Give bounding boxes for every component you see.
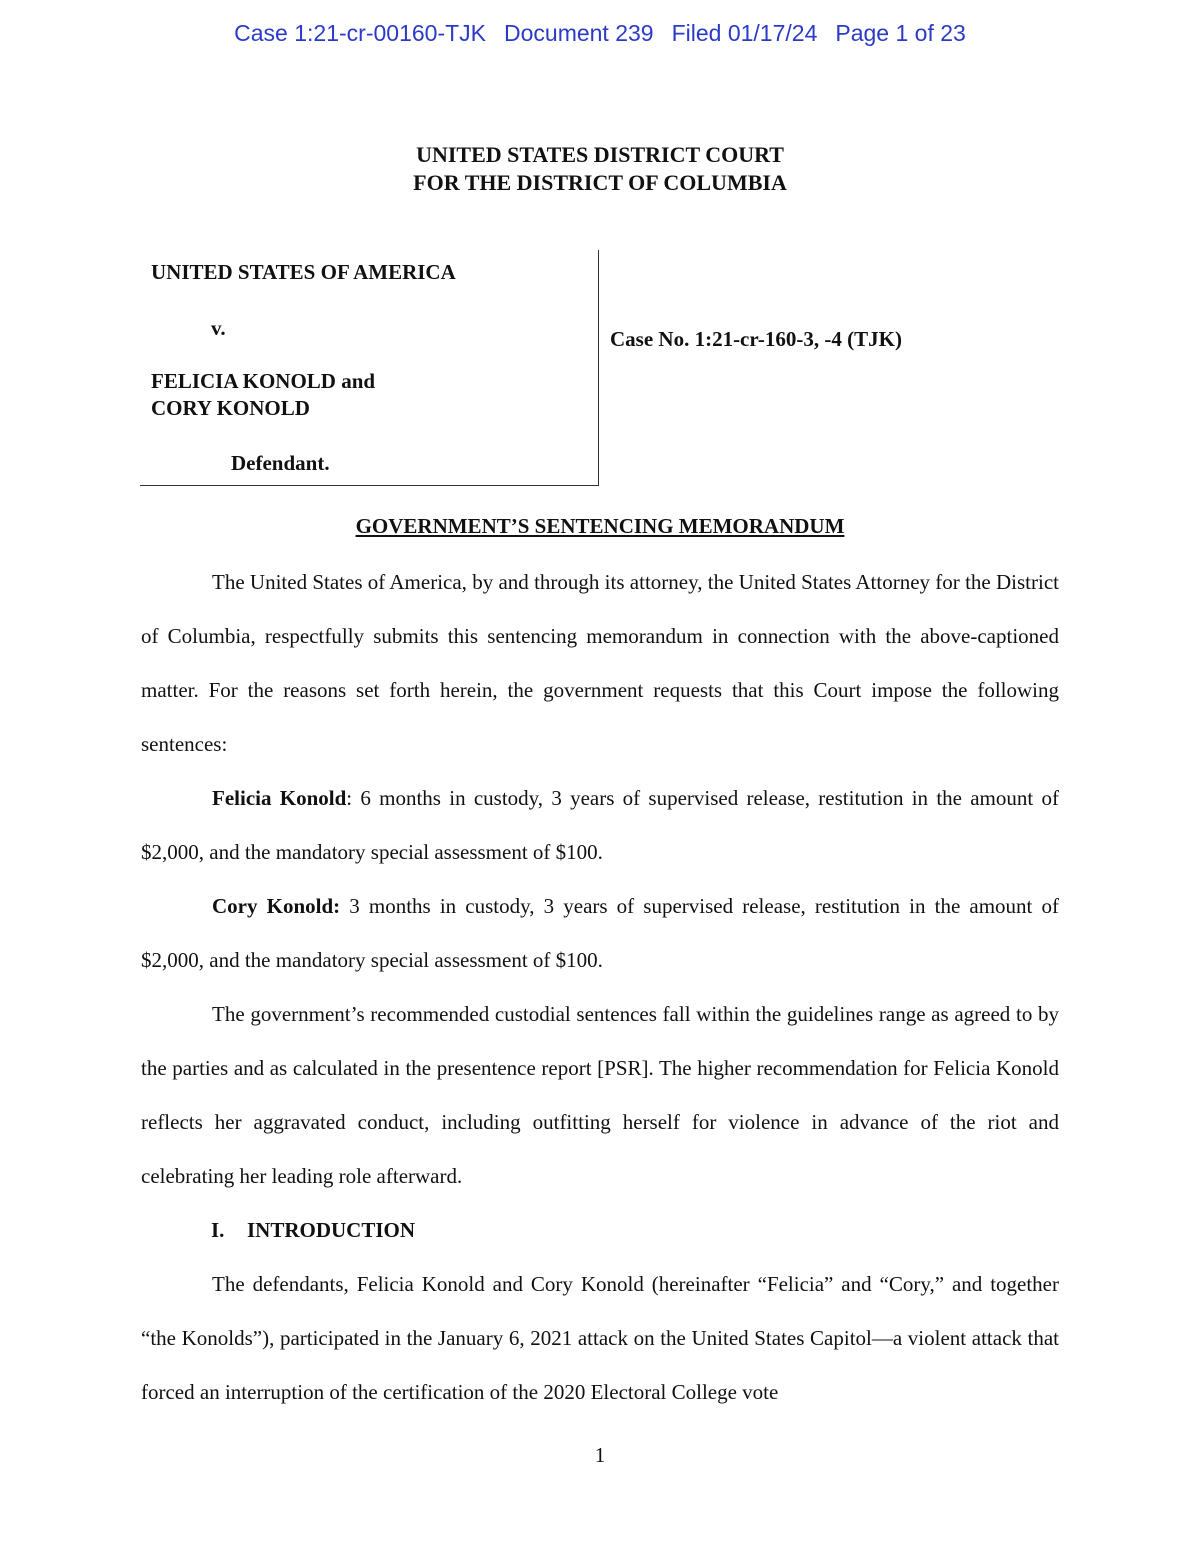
header-document-number: Document 239 [504, 20, 654, 46]
header-filed-date: Filed 01/17/24 [671, 20, 818, 46]
section-heading-introduction [141, 1203, 1059, 1257]
introduction-paragraph: The defendants, Felicia Konold and Cory Konold (hereinafter “Felicia” and “Cory,” and together “the Konolds”), participated in the January 6, 2021 attack on the United States Capitol—a violent attack that forced an interruption of the certification of the 2020 Electoral College vote [141, 1272, 1059, 1404]
felicia-sentence-text: : 6 months in custody, 3 years of supervised release, restitution in the amount of $2,000, and the mandatory special assessment of $100. [141, 786, 1059, 864]
page-number: 1 [594, 1443, 606, 1467]
felicia-sentence-paragraph [141, 771, 1059, 879]
defendant-role-label: Defendant. [231, 451, 330, 475]
court-name [0, 141, 1200, 197]
felicia-name: Felicia Konold [212, 786, 347, 810]
cory-sentence-paragraph [141, 879, 1059, 987]
defendant-name-line-2: CORY KONOLD [151, 396, 310, 420]
court-name-line-2: FOR THE DISTRICT OF COLUMBIA [413, 170, 787, 195]
section-number: I. [211, 1218, 225, 1242]
defendant-name-line-1: FELICIA KONOLD and [151, 369, 376, 393]
case-caption-box [140, 250, 599, 486]
document-title [0, 514, 1200, 539]
header-page-count: Page 1 of 23 [835, 20, 966, 46]
document-title-text: GOVERNMENT’S SENTENCING MEMORANDUM [355, 514, 845, 538]
intro-paragraph: The United States of America, by and through its attorney, the United States Attorney for the District of Columbia, respectfully submits this sentencing memorandum in connection with the above-captioned matter. For the reasons set forth herein, the government requests that this Court impose the following sentences: [141, 570, 1059, 756]
cory-name: Cory Konold: [212, 894, 341, 918]
section-title: INTRODUCTION [247, 1218, 416, 1242]
guidelines-paragraph: The government’s recommended custodial sentences fall within the guidelines range as agreed to by the parties and as calculated in the presentence report [PSR]. The higher recommendation for Felicia Konold reflects her aggravated conduct, including outfitting herself for violence in advance of the riot and celebrating her leading role afterward. [141, 1002, 1059, 1188]
header-case-number: Case 1:21-cr-00160-TJK [234, 20, 486, 46]
case-number: Case No. 1:21-cr-160-3, -4 (TJK) [610, 327, 902, 351]
versus-label: v. [211, 316, 226, 340]
memorandum-body [141, 555, 1059, 1419]
court-name-line-1: UNITED STATES DISTRICT COURT [416, 142, 784, 167]
ecf-filing-header [0, 20, 1200, 47]
cory-sentence-text: 3 months in custody, 3 years of supervised release, restitution in the amount of $2,000, and the mandatory special assessment of $100. [141, 894, 1060, 972]
plaintiff-name: UNITED STATES OF AMERICA [151, 260, 456, 284]
